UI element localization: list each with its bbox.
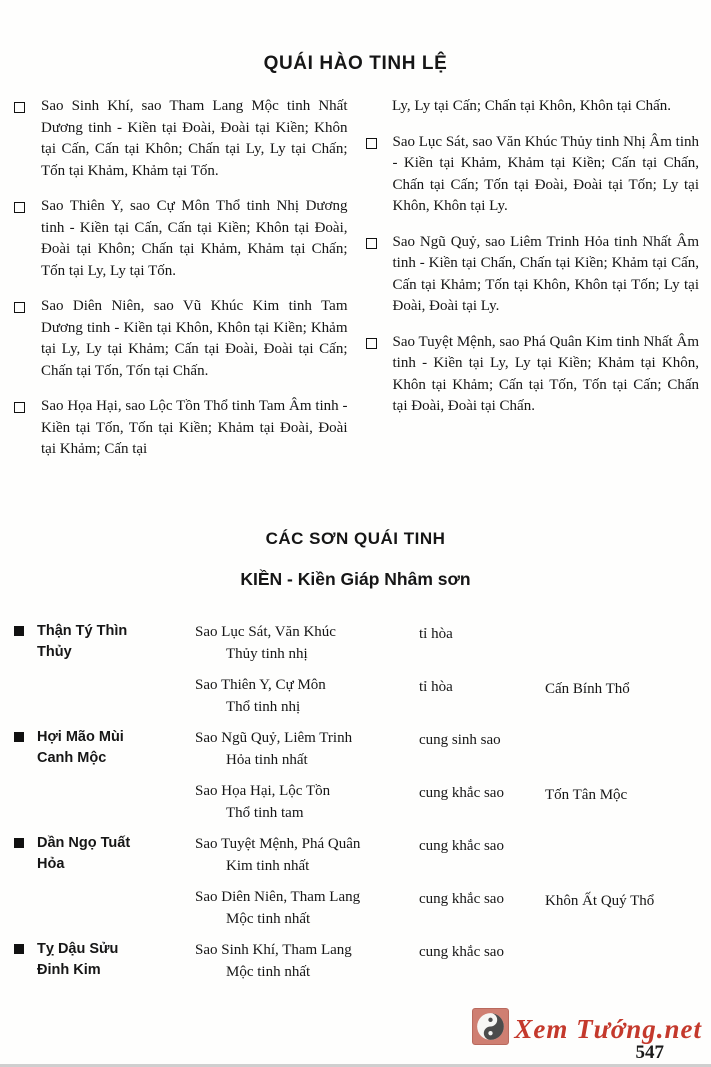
- filled-square-bullet-icon: [14, 732, 24, 742]
- group-label-line2: Hỏa: [37, 855, 65, 872]
- group-label-spacer: [14, 674, 195, 718]
- star-line1: Sao Diên Niên, Tham Lang: [195, 888, 361, 905]
- group-label-spacer: [14, 780, 195, 824]
- star-line1: Sao Ngũ Quỷ, Liêm Trinh: [195, 729, 353, 746]
- group-label: [14, 727, 195, 771]
- table-row: [0, 780, 711, 824]
- star-line2: Mộc tinh nhất: [226, 963, 311, 980]
- star-mountain-table: [0, 621, 711, 983]
- group-label-line2: Canh Mộc: [37, 749, 107, 766]
- table-row: [0, 674, 711, 718]
- list-item: [14, 96, 348, 182]
- table-row: [0, 833, 711, 877]
- extra-cell: [545, 833, 711, 877]
- list-item-text: Sao Tuyệt Mệnh, sao Phá Quân Kim tinh Nhất Âm tinh - Kiền tại Ly, Ly tại Kiền; Khảm tại Khôn, Khôn tại Khảm; Cấn tại Tốn, Tốn tại Cấn; Chấn tại Đoài, Đoài tại Chấn.: [392, 333, 699, 414]
- list-item: [14, 296, 348, 382]
- right-column: [366, 96, 700, 475]
- group-label-line1: Dần Ngọ Tuất: [37, 834, 131, 851]
- group-label-text: [37, 833, 130, 877]
- group-label-line2: Thủy: [37, 643, 72, 660]
- star-line2: Thổ tinh tam: [226, 804, 304, 821]
- star-cell: [195, 621, 419, 665]
- list-item: [14, 396, 348, 461]
- star-line1: Sao Lục Sát, Văn Khúc: [195, 623, 336, 640]
- relation-cell: cung sinh sao: [419, 731, 501, 748]
- two-column-section: [0, 75, 711, 475]
- hollow-square-bullet-icon: [14, 402, 25, 413]
- relation-cell: cung khắc sao: [419, 837, 504, 854]
- group-label: [14, 833, 195, 877]
- group-label: [14, 939, 195, 983]
- list-item: [366, 332, 700, 418]
- group-label-line1: Thận Tý Thìn: [37, 622, 128, 639]
- relation-cell: cung khắc sao: [419, 943, 504, 960]
- site-watermark: [472, 1008, 702, 1050]
- star-line2: Kim tinh nhất: [226, 857, 310, 874]
- group-label-text: [37, 939, 118, 983]
- watermark-text: Xem Tướng.net: [514, 1013, 702, 1044]
- star-line2: Hỏa tinh nhất: [226, 751, 308, 768]
- star-line2: Thủy tinh nhị: [226, 645, 308, 662]
- star-line2: Mộc tinh nhất: [226, 910, 311, 927]
- extra-cell: [545, 621, 711, 665]
- hollow-square-bullet-icon: [14, 302, 25, 313]
- extra-cell: Tốn Tân Mộc: [545, 786, 628, 803]
- hollow-square-bullet-icon: [14, 202, 25, 213]
- extra-cell: [545, 727, 711, 771]
- star-line1: Sao Tuyệt Mệnh, Phá Quân: [195, 835, 361, 852]
- filled-square-bullet-icon: [14, 944, 24, 954]
- group-label-line1: Hợi Mão Mùi: [37, 728, 124, 745]
- continuation-text: Ly, Ly tại Cấn; Chấn tại Khôn, Khôn tại Chấn.: [392, 98, 671, 114]
- star-cell: [195, 939, 419, 983]
- section-subheading: KIỀN - Kiền Giáp Nhâm sơn: [240, 568, 471, 589]
- relation-cell: cung khắc sao: [419, 890, 504, 907]
- page-title: QUÁI HÀO TINH LỆ: [263, 53, 448, 74]
- left-column: [14, 96, 348, 475]
- hollow-square-bullet-icon: [366, 338, 377, 349]
- extra-cell: [545, 939, 711, 983]
- star-cell: [195, 727, 419, 771]
- star-cell: [195, 886, 419, 930]
- table-group: [0, 939, 711, 983]
- group-label-spacer: [14, 886, 195, 930]
- group-label: [14, 621, 195, 665]
- section-heading: CÁC SƠN QUÁI TINH: [265, 528, 446, 548]
- star-line1: Sao Họa Hại, Lộc Tồn: [195, 782, 331, 799]
- list-item-text: Sao Sinh Khí, sao Tham Lang Mộc tinh Nhất Dương tinh - Kiền tại Đoài, Đoài tại Kiền; Khôn tại Cấn, Cấn tại Khôn; Chấn tại Ly, Ly tại Chấn; Tốn tại Khảm, Khảm tại Tốn.: [41, 98, 348, 179]
- list-item-text: Sao Ngũ Quỷ, sao Liêm Trinh Hỏa tinh Nhất Âm tinh - Kiền tại Chấn, Chấn tại Kiền; Khảm tại Cấn, Cấn tại Khảm; Tốn tại Khôn, Khôn tại Tốn; Ly tại Đoài, Đoài tại Ly.: [392, 233, 699, 314]
- table-row: [0, 727, 711, 771]
- extra-cell: Khôn Ất Quý Thổ: [545, 892, 655, 909]
- table-row: [0, 621, 711, 665]
- group-label-line2: Đinh Kim: [37, 961, 101, 978]
- yin-yang-icon: [472, 1008, 509, 1050]
- filled-square-bullet-icon: [14, 626, 24, 636]
- star-line1: Sao Thiên Y, Cự Môn: [195, 676, 326, 693]
- table-group: [0, 727, 711, 824]
- page-number: 547: [635, 1042, 664, 1063]
- list-item: [366, 232, 700, 318]
- star-line1: Sao Sinh Khí, Tham Lang: [195, 941, 352, 958]
- star-line2: Thổ tinh nhị: [226, 698, 301, 715]
- relation-cell: tỉ hòa: [419, 625, 453, 642]
- table-group: [0, 833, 711, 930]
- star-cell: [195, 833, 419, 877]
- hollow-square-bullet-icon: [366, 138, 377, 149]
- list-item-text: Sao Lục Sát, sao Văn Khúc Thủy tinh Nhị Âm tinh - Kiền tại Khảm, Khảm tại Kiền; Cấn tại Chấn, Chấn tại Cấn; Tốn tại Đoài, Đoài tại Tốn; Ly tại Khôn, Khôn tại Ly.: [392, 133, 700, 214]
- group-label-line1: Tỵ Dậu Sửu: [37, 940, 119, 957]
- list-item-text: Sao Thiên Y, sao Cự Môn Thổ tinh Nhị Dương tinh - Kiền tại Cấn, Cấn tại Kiền; Khôn tại Đoài, Đoài tại Khôn; Chấn tại Khảm, Khảm tại Chấn; Tốn tại Ly, Ly tại Tốn.: [41, 198, 348, 279]
- extra-cell: Cấn Bính Thổ: [545, 680, 630, 697]
- group-label-text: [37, 621, 127, 665]
- list-item-text: Sao Họa Hại, sao Lộc Tồn Thổ tinh Tam Âm tinh - Kiền tại Tốn, Tốn tại Kiền; Khảm tại Đoài, Đoài tại Khảm; Cấn tại: [41, 398, 348, 457]
- star-cell: [195, 674, 419, 718]
- table-group: [0, 621, 711, 718]
- relation-cell: tỉ hòa: [419, 678, 453, 695]
- list-item: [14, 196, 348, 282]
- table-row: [0, 939, 711, 983]
- group-label-text: [37, 727, 124, 771]
- table-row: [0, 886, 711, 930]
- list-item-text: Sao Diên Niên, sao Vũ Khúc Kim tinh Tam Dương tinh - Kiền tại Khôn, Khôn tại Kiền; Khảm tại Ly, Ly tại Khảm; Cấn tại Đoài, Đoài tại Cấn; Chấn tại Tốn, Tốn tại Chấn.: [41, 298, 348, 379]
- list-item: [366, 132, 700, 218]
- relation-cell: cung khắc sao: [419, 784, 504, 801]
- star-cell: [195, 780, 419, 824]
- filled-square-bullet-icon: [14, 838, 24, 848]
- hollow-square-bullet-icon: [14, 102, 25, 113]
- hollow-square-bullet-icon: [366, 238, 377, 249]
